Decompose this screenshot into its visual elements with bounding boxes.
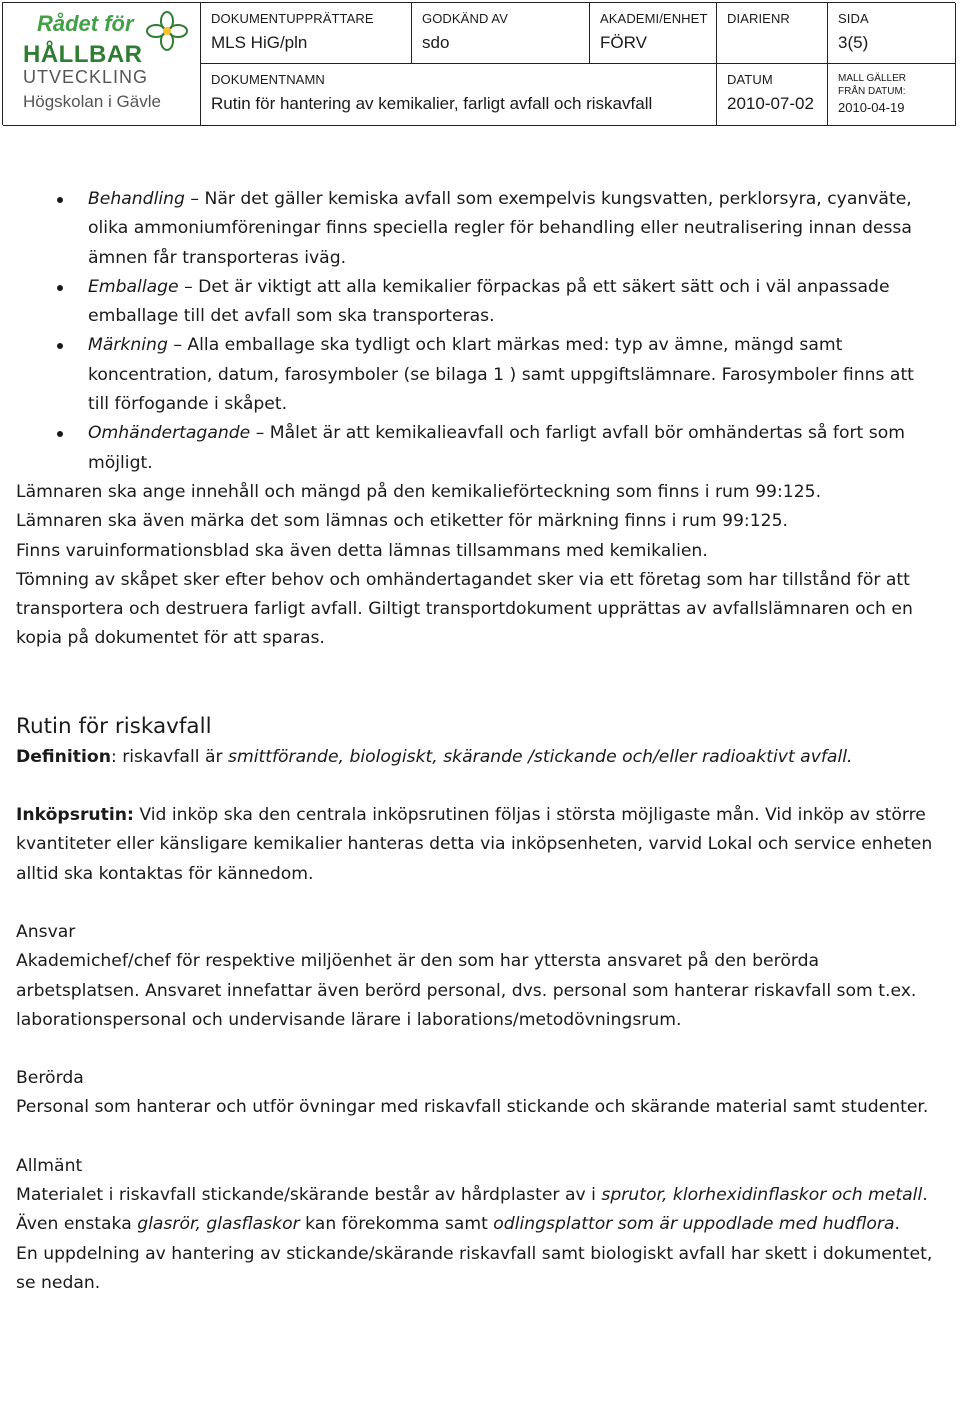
section-title: Rutin för riskavfall	[16, 713, 212, 739]
general-text-italic: odlingsplattor som är uppodlade med hudflora	[493, 1214, 895, 1235]
logo-line-1: Rådet för	[37, 11, 134, 36]
list-item	[16, 273, 936, 332]
general-text-part: .	[894, 1214, 900, 1235]
page-cell	[828, 3, 956, 64]
general-text-part: kan förekomma samt	[299, 1214, 494, 1235]
responsibility-text: Akademichef/chef för respektive miljöenhet är den som har yttersta ansvaret på den berörda arbetsplatsen. Ansvaret innefattar även berörd personal, dvs. personal som hanterar riskavfall som t.ex. laborationspersonal och undervisande lärare i laborations/metodövningsrum.	[16, 951, 917, 1030]
logo	[3, 3, 201, 126]
general-heading: Allmänt	[16, 1155, 83, 1176]
page-value: 3(5)	[838, 33, 869, 52]
template-label-1: MALL GÄLLER	[838, 73, 906, 84]
flower-logo-icon	[143, 9, 191, 53]
bullet-text: – När det gäller kemiska avfall som exempelvis kungsvatten, perklorsyra, cyanväte, olika ammoniumföreningar finns speciella regler för behandling eller neutralisering innan dessa ämnen får transporteras iväg.	[88, 189, 912, 268]
bullet-list	[16, 185, 936, 478]
list-item	[16, 419, 936, 478]
bullet-term: Behandling	[88, 189, 185, 209]
date-value: 2010-07-02	[727, 94, 814, 113]
approved-cell	[412, 3, 590, 64]
general-text-italic: glasrör, glasflaskor	[137, 1214, 300, 1235]
affected-heading: Berörda	[16, 1068, 84, 1089]
approved-label: GODKÄND AV	[422, 11, 509, 26]
paragraph: Tömning av skåpet sker efter behov och omhändertagandet sker via ett företag som har tillstånd för att transportera och destruera farligt avfall. Giltigt transportdokument upprättas av avfallslämnaren och en kopia på dokumentet för att sparas.	[16, 569, 913, 649]
general-text-italic: sprutor, klorhexidinflaskor och metall	[601, 1185, 923, 1206]
paragraph: Lämnaren ska även märka det som lämnas och etiketter för märkning finns i rum 99:125.	[16, 511, 788, 532]
bullet-term: Omhändertagande	[88, 423, 251, 444]
general-text-part: . Även enstaka	[16, 1185, 928, 1235]
bullet-text: – Det är viktigt att alla kemikalier förpackas på ett säkert sätt och i väl anpassade emballage till det avfall som ska transporteras.	[88, 276, 890, 327]
diary-label: DIARIENR	[727, 11, 790, 26]
purchase-routine	[16, 801, 936, 889]
diary-cell	[717, 3, 828, 64]
author-cell	[201, 3, 412, 64]
unit-label: AKADEMI/ENHET	[600, 11, 708, 26]
definition-label: Definition	[16, 746, 111, 767]
unit-cell	[590, 3, 717, 64]
paragraph: Lämnaren ska ange innehåll och mängd på den kemikalieförteckning som finns i rum 99:125.	[16, 481, 822, 502]
page-label: SIDA	[838, 11, 869, 26]
template-label-2: FRÅN DATUM:	[838, 86, 906, 97]
purchase-label: Inköpsrutin:	[16, 805, 134, 826]
list-item	[16, 185, 936, 273]
bullet-text: – Alla emballage ska tydligt och klart märkas med: typ av ämne, mängd samt koncentration, datum, farosymboler (se bilaga 1 ) samt uppgiftslämnare. Farosymboler finns att till förfogande i skåpet.	[88, 335, 914, 415]
purchase-text: Vid inköp ska den centrala inköpsrutinen följas i största möjligaste mån. Vid inköp av större kvantiteter eller känsligare kemikalier hanteras detta via inköpsenheten, varvid Lokal och service enheten alltid ska kontaktas för kännedom.	[16, 805, 933, 884]
document-header	[2, 2, 955, 125]
definition-italic: smittförande, biologiskt, skärande /stickande och/eller radioaktivt avfall.	[228, 746, 853, 767]
affected-text: Personal som hanterar och utför övningar med riskavfall stickande och skärande material samt studenter.	[16, 1097, 929, 1118]
general-text-part: Materialet i riskavfall stickande/skärande består av hårdplaster av i	[16, 1185, 602, 1206]
bullet-text: – Målet är att kemikalieavfall och farligt avfall bör omhändertas så fort som möjligt.	[88, 423, 905, 473]
definition	[16, 743, 936, 772]
general-text	[16, 1181, 936, 1240]
logo-line-2: HÅLLBAR	[23, 41, 143, 68]
bullet-term: Emballage	[88, 276, 179, 297]
responsibility-heading: Ansvar	[16, 921, 76, 942]
general-last: En uppdelning av hantering av stickande/skärande riskavfall samt biologiskt avfall har skett i dokumentet, se nedan.	[16, 1243, 933, 1293]
list-item	[16, 331, 936, 419]
approved-value: sdo	[422, 33, 450, 52]
unit-value: FÖRV	[600, 33, 647, 52]
logo-line-3: UTVECKLING	[23, 67, 149, 87]
template-cell	[828, 64, 956, 126]
template-date: 2010-04-19	[838, 100, 905, 115]
docname-cell	[201, 64, 717, 126]
date-label: DATUM	[727, 72, 773, 87]
document-body	[16, 185, 936, 1298]
bullet-term: Märkning	[88, 335, 168, 356]
paragraph: Finns varuinformationsblad ska även detta lämnas tillsammans med kemikalien.	[16, 540, 708, 561]
author-value: MLS HiG/pln	[211, 33, 308, 52]
docname-label: DOKUMENTNAMN	[211, 72, 325, 87]
definition-text: : riskavfall är	[110, 746, 229, 767]
docname-value: Rutin för hantering av kemikalier, farligt avfall och riskavfall	[211, 94, 653, 113]
date-cell	[717, 64, 828, 126]
logo-line-4: Högskolan i Gävle	[23, 92, 161, 111]
author-label: DOKUMENTUPPRÄTTARE	[211, 11, 374, 26]
